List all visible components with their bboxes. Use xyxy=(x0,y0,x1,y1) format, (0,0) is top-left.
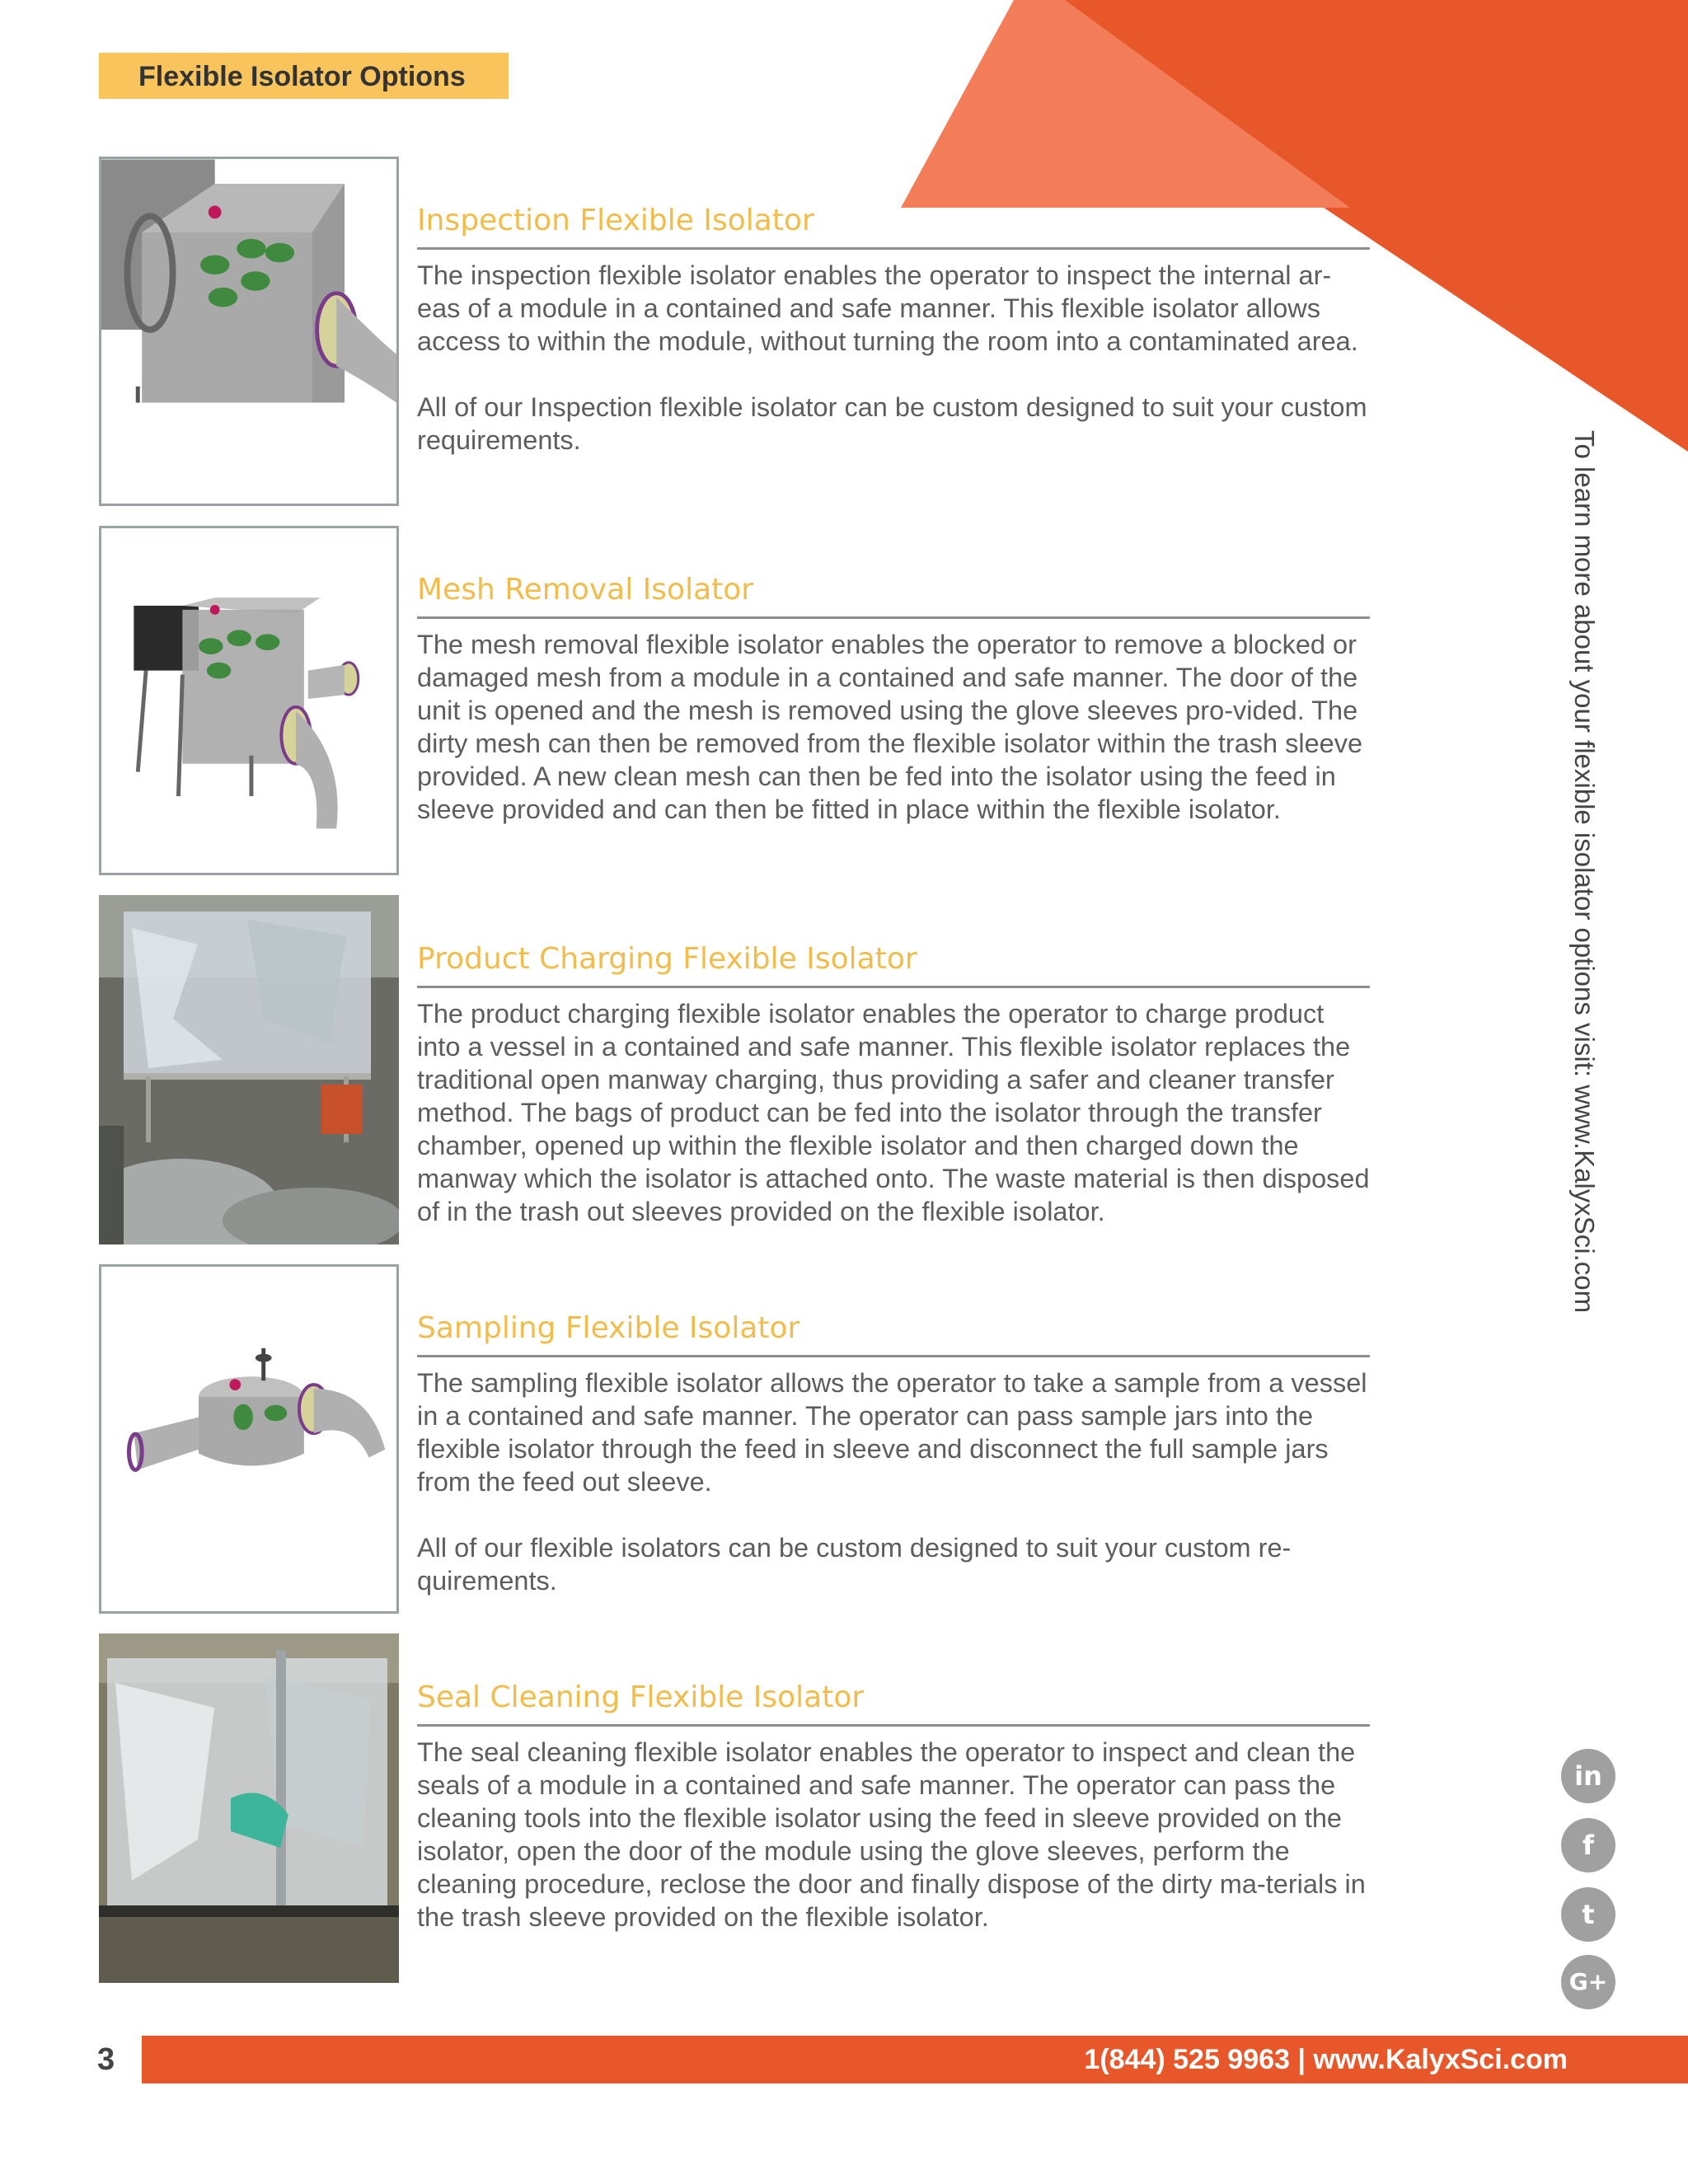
twitter-icon[interactable]: t xyxy=(1561,1887,1615,1942)
section-header-tab: Flexible Isolator Options xyxy=(99,53,509,99)
title-divider xyxy=(417,1724,1370,1727)
title-divider xyxy=(417,247,1370,250)
isolator-section-product-charging xyxy=(99,895,1370,1244)
inspection-isolator-image xyxy=(99,157,399,506)
section-paragraph: The seal cleaning flexible isolator enables the operator to inspect and clean the seals of a module in a contained and safe manner. The operator can pass the cleaning tools into the flexible isolator using the feed in sleeve provided on the isolator, open the door of the module using the glove sleeves, perform the cleaning procedure, reclose the door and finally dispose of the dirty ma-terials in the trash sleeve provided on the flexible isolator. xyxy=(417,1737,1366,1932)
section-title: Mesh Removal Isolator xyxy=(417,573,754,607)
section-body xyxy=(417,1366,1373,1630)
isolator-section-seal-cleaning xyxy=(99,1633,1370,1983)
section-body xyxy=(417,259,1373,490)
section-paragraph: All of our Inspection flexible isolator can be custom designed to suit your custom requirements. xyxy=(417,392,1367,455)
isolator-section-mesh-removal xyxy=(99,526,1370,875)
title-divider xyxy=(417,616,1370,619)
section-paragraph: The inspection flexible isolator enables the operator to inspect the internal ar-eas of a module in a contained and safe manner. This flexible isolator allows access to within the module, without turning the room into a contaminated area. xyxy=(417,260,1358,356)
section-paragraph: All of our flexible isolators can be custom designed to suit your custom re-quirements. xyxy=(417,1533,1292,1596)
linkedin-icon[interactable]: in xyxy=(1561,1749,1615,1803)
section-title: Product Charging Flexible Isolator xyxy=(417,942,917,976)
section-title: Sampling Flexible Isolator xyxy=(417,1311,800,1345)
section-title: Inspection Flexible Isolator xyxy=(417,204,814,237)
isolator-section-inspection xyxy=(99,157,1370,506)
title-divider xyxy=(417,1355,1370,1357)
facebook-icon[interactable]: f xyxy=(1561,1818,1615,1872)
section-body xyxy=(417,997,1373,1261)
section-paragraph: The product charging flexible isolator enables the operator to charge product into a vessel in a contained and safe manner. This flexible isolator replaces the traditional open manway charging, thus providing a safer and cleaner transfer method. The bags of product can be fed into the isolator through the transfer chamber, opened up within the flexible isolator and then charged down the manway which the isolator is attached onto. The waste material is then disposed of in the trash out sleeves provided on the flexible isolator. xyxy=(417,999,1370,1226)
section-body xyxy=(417,1736,1373,1966)
section-body xyxy=(417,628,1373,859)
section-title: Seal Cleaning Flexible Isolator xyxy=(417,1680,865,1714)
isolator-section-sampling xyxy=(99,1264,1370,1614)
page-number: 3 xyxy=(97,2042,115,2077)
google-plus-icon[interactable]: G+ xyxy=(1561,1955,1615,2009)
sampling-isolator-image xyxy=(99,1264,399,1614)
product-charging-isolator-photo xyxy=(99,895,399,1244)
title-divider xyxy=(417,986,1370,988)
website-callout: To learn more about your flexible isolator options visit: www.KalyxSci.com xyxy=(1569,430,1600,1314)
footer-bar xyxy=(142,2036,1688,2083)
section-paragraph: The mesh removal flexible isolator enables the operator to remove a blocked or damaged mesh from a module in a contained and safe manner. The door of the unit is opened and the mesh is removed using the glove sleeves pro-vided. The dirty mesh can then be removed from the flexible isolator within the trash sleeve provided. A new clean mesh can then be fed into the isolator using the feed in sleeve provided and can then be fitted in place within the flexible isolator. xyxy=(417,630,1363,824)
footer-contact[interactable]: 1(844) 525 9963 | www.KalyxSci.com xyxy=(1084,2044,1568,2075)
section-paragraph: The sampling flexible isolator allows the operator to take a sample from a vessel in a contained and safe manner. The operator can pass sample jars into the flexible isolator through the feed in sleeve and disconnect the full sample jars from the feed out sleeve. xyxy=(417,1368,1367,1497)
mesh-removal-isolator-image xyxy=(99,526,399,875)
seal-cleaning-isolator-photo xyxy=(99,1633,399,1983)
